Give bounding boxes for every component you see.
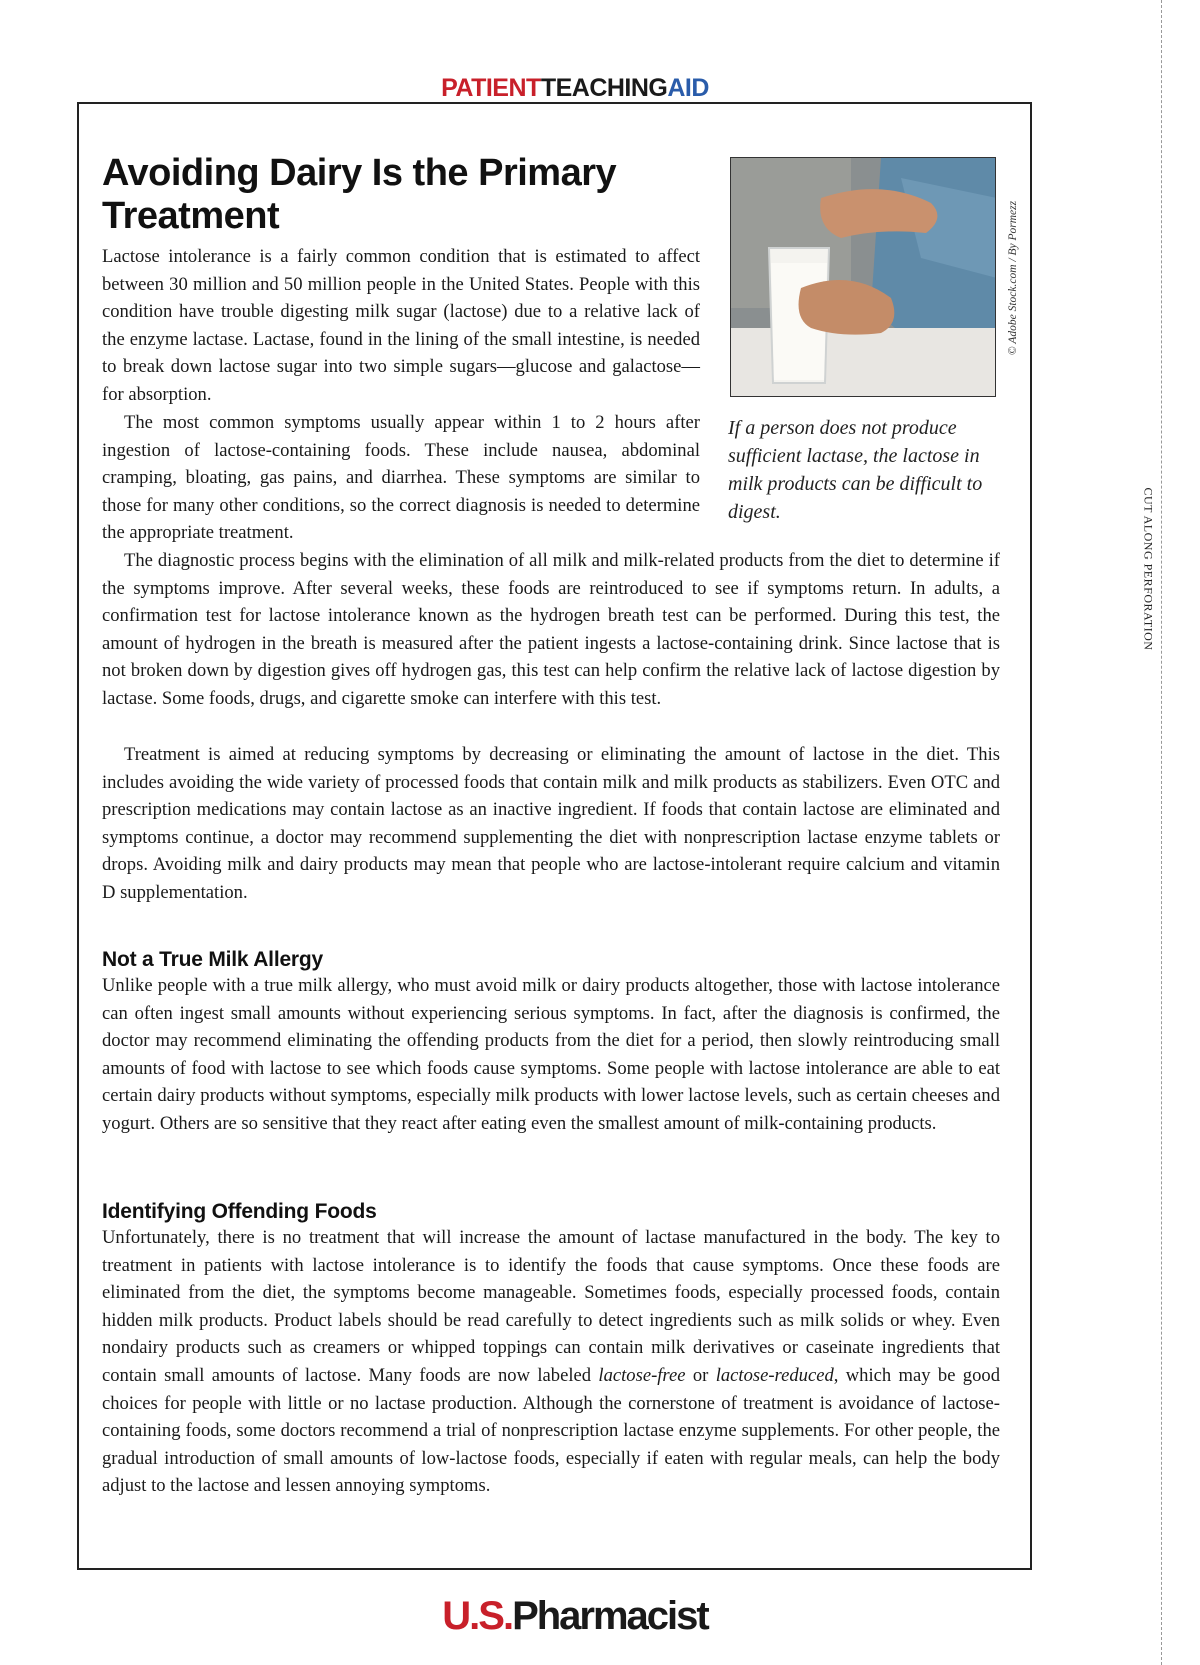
cut-label-text: CUT ALONG PERFORATION bbox=[1141, 487, 1156, 651]
photo-credit-text: © Adobe Stock.com / By Pormezz bbox=[1007, 200, 1019, 356]
publisher-logo bbox=[0, 1593, 1150, 1639]
section-body-milk-allergy: Unlike people with a true milk allergy, who must avoid milk or dairy products altogether, those with lactose intolerance can often ingest small amounts without experiencing serious symptoms. In fact, after the diagnosis is confirmed, the doctor may recommend eliminating the offending products from the diet for a period, then slowly reintroducing small amounts of food with lactose to see which foods cause symptoms. Some people with lactose intolerance are able to eat certain dairy products without symptoms, especially milk products with lower lactose levels, such as certain cheeses and yogurt. Others are so sensitive that they react after eating even the smallest amount of milk-containing products. bbox=[102, 975, 1000, 1134]
section-heading-offending-foods: Identifying Offending Foods bbox=[102, 1200, 377, 1223]
section-body-offending-foods bbox=[102, 1224, 1000, 1500]
photo-caption: If a person does not produce sufficient lactase, the lactose in milk products can be difficult to digest. bbox=[728, 417, 983, 523]
logo-pharmacist: Pharmacist bbox=[512, 1594, 708, 1638]
term-lactose-reduced: lactose-reduced bbox=[715, 1364, 834, 1386]
page-title: Avoiding Dairy Is the Primary Treatment bbox=[102, 152, 617, 237]
milk-glass-photo bbox=[730, 157, 996, 397]
offending-foods-text-b: , which may be good choices for people with little or no lactase production. Although the cornerstone of treatment is avoidance of lactose-containing foods, some doctors recommend a trial of nonprescription lactase enzyme supplements. For other people, the gradual introduction of small amounts of low-lactose foods, especially if eaten with regular meals, can help the body adjust to the lactose and lessen annoying symptoms. bbox=[102, 1364, 1000, 1497]
section-heading-milk-allergy: Not a True Milk Allergy bbox=[102, 948, 324, 971]
photo-illustration bbox=[731, 158, 996, 397]
intro-paragraph-2: The most common symptoms usually appear within 1 to 2 hours after ingestion of lactose-containing foods. These include nausea, abdominal cramping, bloating, gas pains, and diarrhea. These symptoms are similar to those for many other conditions, so the correct diagnosis is needed to determine the appropriate treatment. bbox=[102, 412, 700, 544]
term-lactose-free: lactose-free bbox=[598, 1364, 686, 1386]
intro-paragraph-3: The diagnostic process begins with the elimination of all milk and milk-related products from the diet to determine if the symptoms improve. After several weeks, these foods are reintroduced to see if symptoms return. In adults, a confirmation test for lactose intolerance known as the hydrogen breath test can be performed. During this test, the amount of hydrogen in the breath is measured after the patient ingests a lactose-containing drink. Since lactose that is not broken down by digestion gives off hydrogen gas, this test can help confirm the relative lack of lactose digestion by lactase. Some foods, drugs, and cigarette smoke can interfere with this test. bbox=[102, 550, 1000, 709]
offending-foods-text-a: Unfortunately, there is no treatment that will increase the amount of lactase manufactured in the body. The key to treatment in patients with lactose intolerance is to identify the foods that cause symptoms. Once these foods are eliminated from the diet, the symptoms become manageable. Sometimes foods, especially processed foods, contain hidden milk products. Product labels should be read carefully to detect ingredients such as milk solids or whey. Even nondairy products such as creamers or whipped toppings can contain milk derivatives or caseinate ingredients that contain small amounts of lactose. Many foods are now labeled bbox=[102, 1227, 1000, 1386]
masthead-teaching: TEACHING bbox=[540, 74, 668, 102]
masthead bbox=[0, 74, 1150, 102]
intro-paragraph-4: Treatment is aimed at reducing symptoms by decreasing or eliminating the amount of lactose in the diet. This includes avoiding the wide variety of processed foods that contain milk and milk products as stabilizers. Even OTC and prescription medications may contain lactose as an inactive ingredient. If foods that contain lactose are eliminated and symptoms continue, a doctor may recommend supplementing the diet with nonprescription lactase enzyme tablets or drops. Avoiding milk and dairy products may mean that people who are lactose-intolerant require calcium and vitamin D supplementation. bbox=[102, 744, 1000, 903]
masthead-aid: AID bbox=[667, 74, 709, 102]
intro-paragraph-1: Lactose intolerance is a fairly common condition that is estimated to affect between 30 million and 50 million people in the United States. People with this condition have trouble digesting milk sugar (lactose) due to a relative lack of the enzyme lactase. Lactase, found in the lining of the small intestine, is needed to break down lactose sugar into two simple sugars—glucose and galactose—for absorption. bbox=[102, 246, 700, 405]
perforation-line bbox=[1161, 0, 1162, 1665]
offending-foods-joiner: or bbox=[685, 1364, 716, 1386]
masthead-patient: PATIENT bbox=[441, 74, 541, 102]
logo-us: U.S. bbox=[442, 1594, 513, 1638]
